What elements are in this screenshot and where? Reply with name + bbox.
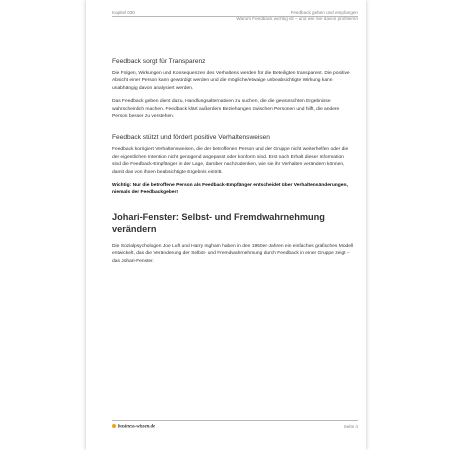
paragraph: Die Sozialpsychologen Joe Luft und Harry Ingham haben in den 1950er-Jahren ein einfaches grafisches Modell entwickelt, das die Veränderung der Selbst- und Fremdwahrnehmung durch Feedback in einer Gruppe zeigt – das Johari-Fenster. — [112, 243, 354, 264]
section-heading-johari: Johari-Fenster: Selbst- und Fremdwahrnehmung verändern — [112, 211, 325, 234]
important-note: Wichtig: Nur die betroffene Person als Feedback-Empfänger entscheidet über Verhaltensänderungen, niemals der Feedbackgeber! — [112, 183, 348, 196]
document-page — [86, 0, 366, 450]
logo-text: business-wissen.de — [118, 424, 156, 430]
paragraph: Das Feedback geben dient dazu, Handlungsalternativen zu suchen, die die gewünschten Ergebnisse wahrscheinlich machen. Feedback klärt außerdem Beziehungen zwischen Personen und hilft, die andere Person besser zu verstehen. — [112, 99, 340, 120]
header-title-line2: Warum Feedback wichtig ist – und wie Sie davon profitieren — [236, 15, 358, 21]
page-content — [112, 58, 354, 271]
page-number: Seite 4 — [343, 424, 358, 429]
brand-logo — [112, 424, 155, 430]
paragraph: Die Folgen, Wirkungen und Konsequenzen des Verhaltens werden für die Beteiligten transparent. Die positive Absicht einer Person kann gewürdigt werden und die mögliche/etwaige unbeabsichtigte Wirkung kann unabhängig davon analysiert werden. — [112, 71, 350, 91]
section-heading-transparency: Feedback sorgt für Transparenz — [112, 58, 206, 65]
section-heading-positive-behaviour: Feedback stützt und fördert positive Verhaltensweisen — [112, 134, 270, 142]
header-title-line1: Feedback geben und empfangen — [290, 10, 358, 15]
footer-divider — [112, 420, 358, 421]
header-divider — [112, 16, 358, 17]
logo-dot-icon — [112, 424, 116, 428]
paragraph: Feedback korrigiert Verhaltensweisen, die der betroffenen Person und der Gruppe nicht weiterhelfen oder die der eigentlichen Intention nicht genügend angepasst oder konform sind. Erst nach Erhalt dieser Information sind die Feedback-Empfänger in der Lage, darüber nachzudenken, wie sie ihr Verhalten verändern können, damit das von ihnen beabsichtigte Ergebnis eintritt. — [112, 147, 349, 175]
page-footer — [112, 420, 358, 434]
chapter-label: Kapitel 030 — [112, 10, 135, 15]
page-header — [112, 10, 358, 30]
